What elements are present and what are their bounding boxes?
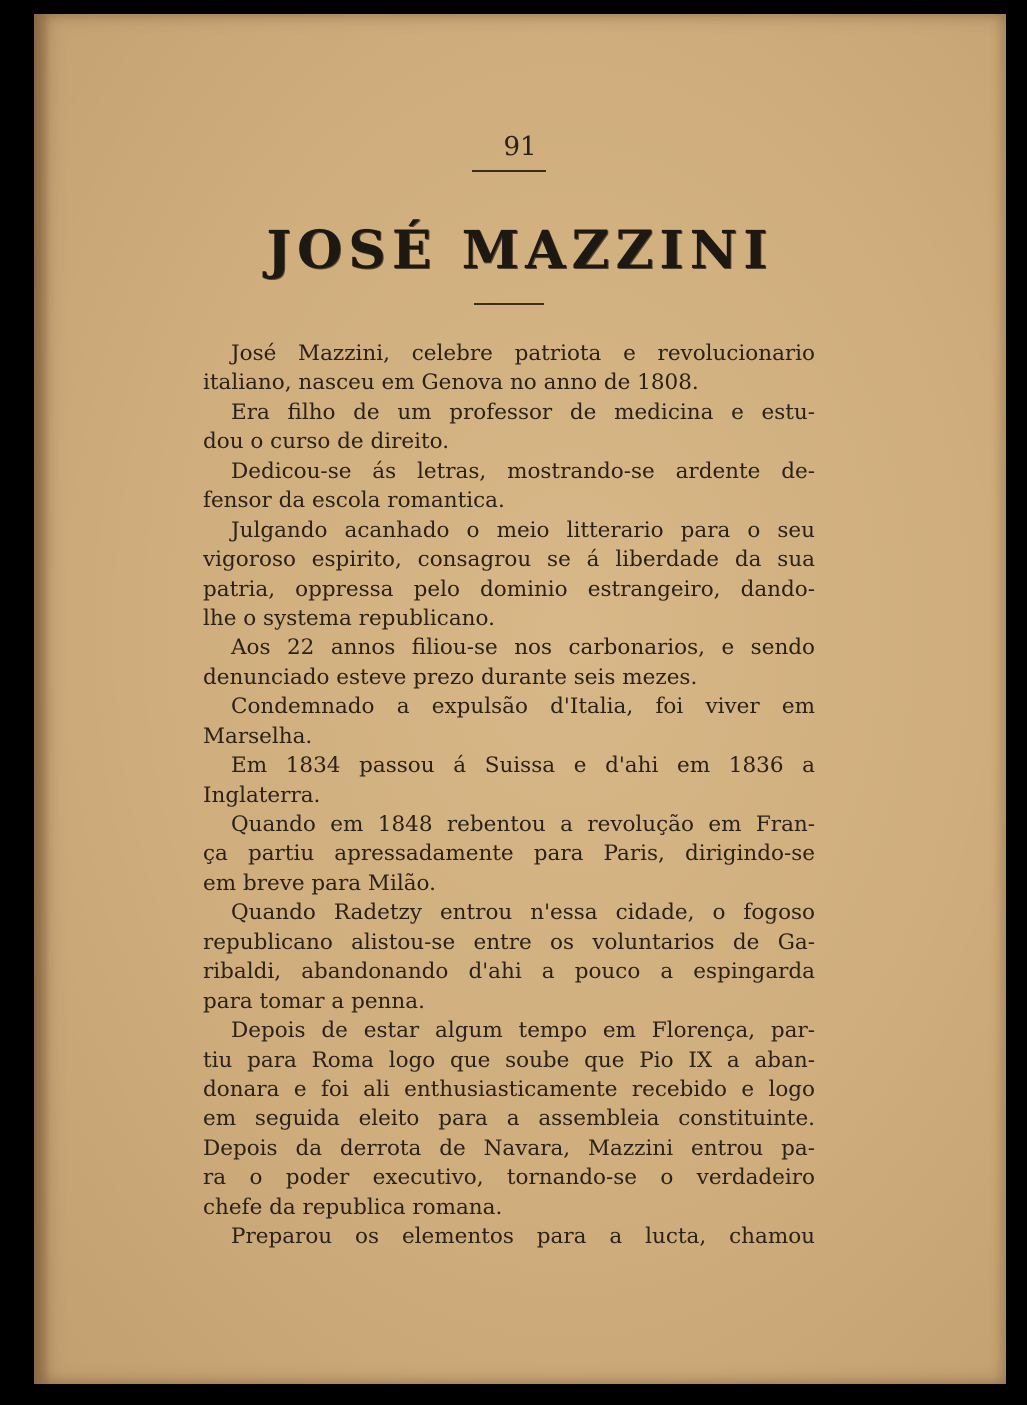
page-number: 91 — [503, 132, 537, 162]
text-line: Quando Radetzy entrou n'essa cidade, o fogoso — [231, 900, 815, 926]
chapter-title: JOSÉ MAZZINI — [266, 220, 774, 281]
text-line: dou o curso de direito. — [203, 429, 450, 455]
text-line: Era filho de um professor de medicina e estu- — [231, 399, 815, 425]
text-line: vigoroso espirito, consagrou se á liberdade da sua — [203, 547, 815, 573]
text-line: ra o poder executivo, tornando-se o verdadeiro — [203, 1165, 815, 1191]
text-line: Depois da derrota de Navara, Mazzini entrou pa- — [203, 1135, 815, 1161]
text-line: Em 1834 passou á Suissa e d'ahi em 1836 a — [231, 753, 815, 779]
text-line: italiano, nasceu em Genova no anno de 1808. — [203, 370, 699, 396]
book-page — [34, 14, 1006, 1384]
text-line: ribaldi, abandonando d'ahi a pouco a espingarda — [203, 959, 815, 985]
text-line: Condemnado a expulsão d'Italia, foi viver em — [231, 694, 815, 720]
text-line: tiu para Roma logo que soube que Pio IX a aban- — [203, 1047, 815, 1073]
text-line: republicano alistou-se entre os voluntarios de Ga- — [203, 929, 815, 955]
text-line: lhe o systema republicano. — [203, 605, 495, 631]
text-line: donara e foi ali enthusiasticamente recebido e logo — [203, 1076, 815, 1102]
text-line: chefe da republica romana. — [203, 1194, 503, 1220]
text-line: Inglaterra. — [203, 782, 321, 808]
text-line: denunciado esteve prezo durante seis mezes. — [203, 664, 698, 690]
text-line: ça partiu apressadamente para Paris, dirigindo-se — [203, 841, 815, 867]
text-line: José Mazzini, celebre patriota e revolucionario — [231, 341, 815, 366]
text-line: em breve para Milão. — [203, 870, 436, 896]
text-line: Julgando acanhado o meio litterario para o seu — [231, 517, 815, 543]
text-line: em seguida eleito para a assembleia constituinte. — [203, 1106, 815, 1132]
text-line: patria, oppressa pelo dominio estrangeiro, dando- — [203, 576, 815, 602]
text-line: para tomar a penna. — [203, 988, 425, 1014]
header-rule — [472, 170, 546, 172]
text-line: Depois de estar algum tempo em Florença, par- — [231, 1018, 815, 1044]
text-line: fensor da escola romantica. — [203, 488, 505, 514]
body-text — [203, 339, 815, 1252]
text-line: Quando em 1848 rebentou a revolução em Fran- — [231, 812, 815, 837]
title-rule — [474, 303, 544, 305]
text-line: Preparou os elementos para a lucta, chamou — [231, 1224, 815, 1250]
text-line: Aos 22 annos filiou-se nos carbonarios, e sendo — [231, 635, 815, 661]
text-line: Marselha. — [203, 723, 313, 749]
text-line: Dedicou-se ás letras, mostrando-se ardente de- — [231, 458, 815, 484]
